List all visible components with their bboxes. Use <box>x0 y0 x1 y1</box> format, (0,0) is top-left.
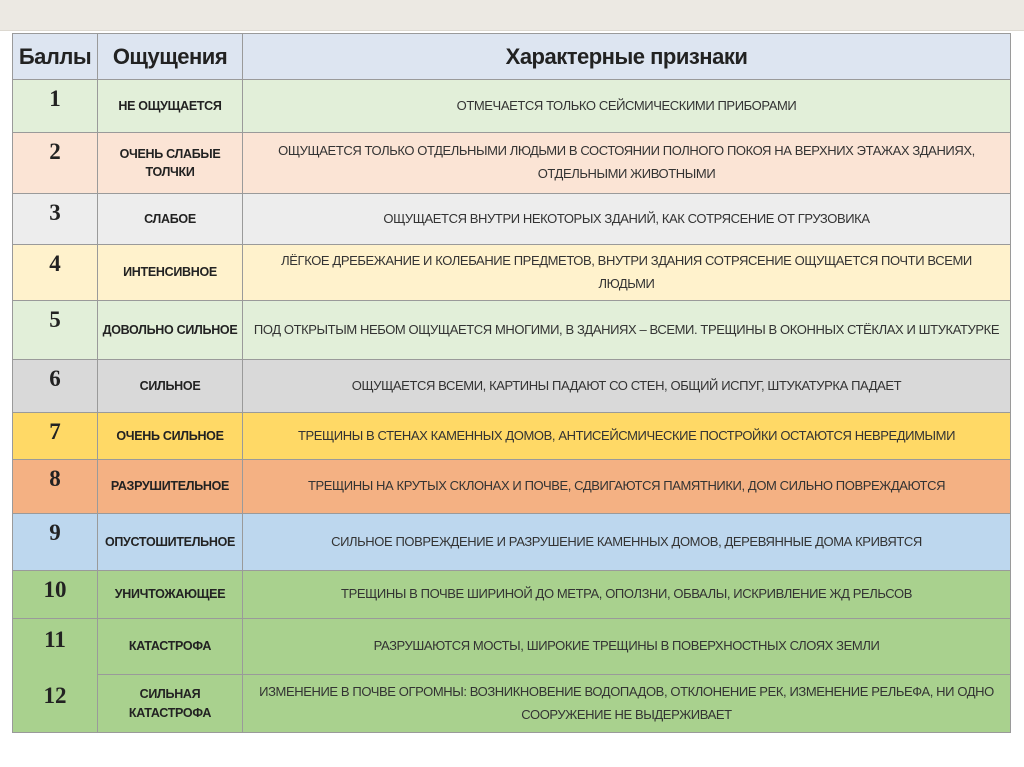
score-cell: 7 <box>13 413 98 460</box>
sensation-cell: СИЛЬНОЕ <box>98 360 243 413</box>
signs-cell: СИЛЬНОЕ ПОВРЕЖДЕНИЕ И РАЗРУШЕНИЕ КАМЕННЫХ ДОМОВ, ДЕРЕВЯННЫЕ ДОМА КРИВЯТСЯ <box>243 514 1011 571</box>
seismic-scale-table <box>12 33 1011 733</box>
signs-cell: ОЩУЩАЕТСЯ ТОЛЬКО ОТДЕЛЬНЫМИ ЛЮДЬМИ В СОСТОЯНИИ ПОЛНОГО ПОКОЯ НА ВЕРХНИХ ЭТАЖАХ ЗДАНИЯХ, ОТДЕЛЬНЫМИ ЖИВОТНЫМИ <box>243 133 1011 194</box>
header-sensation: Ощущения <box>98 34 243 80</box>
header-signs: Характерные признаки <box>243 34 1011 80</box>
score-cell: 10 <box>13 571 98 619</box>
score-cell: 12 <box>13 675 98 733</box>
sensation-cell: ДОВОЛЬНО СИЛЬНОЕ <box>98 301 243 360</box>
sensation-cell: УНИЧТОЖАЮЩЕЕ <box>98 571 243 619</box>
signs-cell: ТРЕЩИНЫ НА КРУТЫХ СКЛОНАХ И ПОЧВЕ, СДВИГАЮТСЯ ПАМЯТНИКИ, ДОМ СИЛЬНО ПОВРЕЖДАЮТСЯ <box>243 460 1011 514</box>
sensation-cell: ОЧЕНЬ СЛАБЫЕ ТОЛЧКИ <box>98 133 243 194</box>
sensation-cell: КАТАСТРОФА <box>98 619 243 675</box>
signs-cell: ОТМЕЧАЕТСЯ ТОЛЬКО СЕЙСМИЧЕСКИМИ ПРИБОРАМИ <box>243 80 1011 133</box>
score-cell: 9 <box>13 514 98 571</box>
sensation-cell: ИНТЕНСИВНОЕ <box>98 245 243 301</box>
score-cell: 2 <box>13 133 98 194</box>
sensation-cell: СЛАБОЕ <box>98 194 243 245</box>
score-cell: 3 <box>13 194 98 245</box>
score-cell: 11 <box>13 619 98 675</box>
sensation-cell: НЕ ОЩУЩАЕТСЯ <box>98 80 243 133</box>
score-cell: 1 <box>13 80 98 133</box>
sensation-cell: РАЗРУШИТЕЛЬНОЕ <box>98 460 243 514</box>
signs-cell: ОЩУЩАЕТСЯ ВСЕМИ, КАРТИНЫ ПАДАЮТ СО СТЕН, ОБЩИЙ ИСПУГ, ШТУКАТУРКА ПАДАЕТ <box>243 360 1011 413</box>
signs-cell: ТРЕЩИНЫ В ПОЧВЕ ШИРИНОЙ ДО МЕТРА, ОПОЛЗНИ, ОБВАЛЫ, ИСКРИВЛЕНИЕ ЖД РЕЛЬСОВ <box>243 571 1011 619</box>
header-score: Баллы <box>13 34 98 80</box>
score-cell: 4 <box>13 245 98 301</box>
slide-top-bar <box>0 0 1024 31</box>
signs-cell: ОЩУЩАЕТСЯ ВНУТРИ НЕКОТОРЫХ ЗДАНИЙ, КАК СОТРЯСЕНИЕ ОТ ГРУЗОВИКА <box>243 194 1011 245</box>
sensation-cell: СИЛЬНАЯ КАТАСТРОФА <box>98 675 243 733</box>
score-cell: 5 <box>13 301 98 360</box>
score-cell: 6 <box>13 360 98 413</box>
signs-cell: ТРЕЩИНЫ В СТЕНАХ КАМЕННЫХ ДОМОВ, АНТИСЕЙСМИЧЕСКИЕ ПОСТРОЙКИ ОСТАЮТСЯ НЕВРЕДИМЫМИ <box>243 413 1011 460</box>
signs-cell: ИЗМЕНЕНИЕ В ПОЧВЕ ОГРОМНЫ: ВОЗНИКНОВЕНИЕ ВОДОПАДОВ, ОТКЛОНЕНИЕ РЕК, ИЗМЕНЕНИЕ РЕЛЬЕФА, НИ ОДНО СООРУЖЕНИЕ НЕ ВЫДЕРЖИВАЕТ <box>243 675 1011 733</box>
score-cell: 8 <box>13 460 98 514</box>
signs-cell: ПОД ОТКРЫТЫМ НЕБОМ ОЩУЩАЕТСЯ МНОГИМИ, В ЗДАНИЯХ – ВСЕМИ. ТРЕЩИНЫ В ОКОННЫХ СТЁКЛАХ И ШТУКАТУРКЕ <box>243 301 1011 360</box>
signs-cell: ЛЁГКОЕ ДРЕБЕЖАНИЕ И КОЛЕБАНИЕ ПРЕДМЕТОВ, ВНУТРИ ЗДАНИЯ СОТРЯСЕНИЕ ОЩУЩАЕТСЯ ПОЧТИ ВСЕМИ ЛЮДЬМИ <box>243 245 1011 301</box>
sensation-cell: ОПУСТОШИТЕЛЬНОЕ <box>98 514 243 571</box>
signs-cell: РАЗРУШАЮТСЯ МОСТЫ, ШИРОКИЕ ТРЕЩИНЫ В ПОВЕРХНОСТНЫХ СЛОЯХ ЗЕМЛИ <box>243 619 1011 675</box>
sensation-cell: ОЧЕНЬ СИЛЬНОЕ <box>98 413 243 460</box>
